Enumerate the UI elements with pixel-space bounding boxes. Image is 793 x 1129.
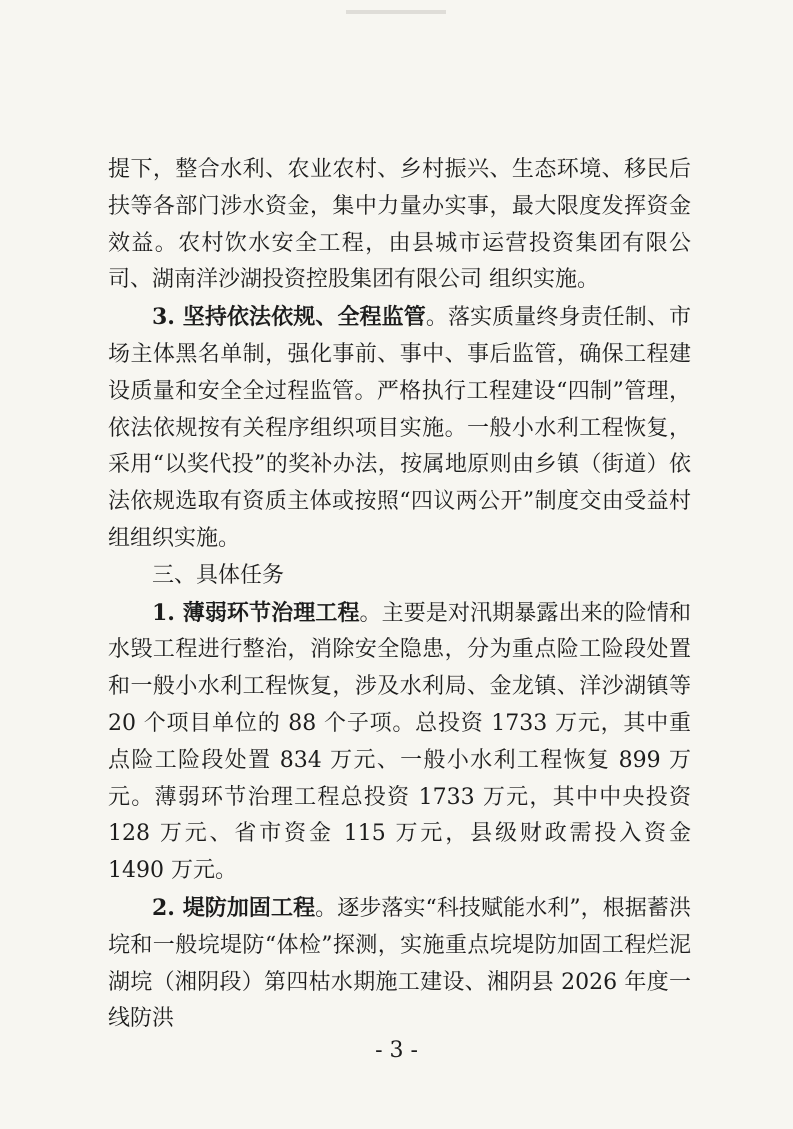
paragraph-2	[108, 299, 691, 558]
page-number: - 3 -	[375, 1038, 418, 1063]
body-text	[108, 152, 691, 1038]
paragraph-2-heading: 3. 坚持依法依规、全程监管	[152, 304, 426, 331]
paragraph-4-body: 。逐步落实“科技赋能水利”，根据蓄洪垸和一般垸堤防“体检”探测，实施重点垸堤防加固工程烂泥湖垸（湘阴段）第四枯水期施工建设、湘阴县 2026 年度一线防洪	[108, 895, 691, 1032]
scan-mark	[346, 10, 446, 14]
paragraph-3	[108, 595, 691, 890]
paragraph-4	[108, 890, 691, 1038]
paragraph-2-body: 。落实质量终身责任制、市场主体黑名单制，强化事前、事中、事后监管，确保工程建设质量和安全全过程监管。严格执行工程建设“四制”管理，依法依规按有关程序组织项目实施。一般小水利工程恢复，采用“以奖代投”的奖补办法，按属地原则由乡镇（街道）依法依规选取有资质主体或按照“四议两公开”制度交由受益村组组织实施。	[108, 305, 691, 551]
paragraph-3-heading: 1. 薄弱环节治理工程	[152, 599, 360, 626]
paragraph-3-body: 。主要是对汛期暴露出来的险情和水毁工程进行整治，消除安全隐患，分为重点险工险段处置和一般小水利工程恢复，涉及水利局、金龙镇、洋沙湖镇等 20 个项目单位的 88 个子项。总投资 1733 万元，其中重点险工险段处置 834 万元、一般小水利工程恢复 899 万元。薄弱环节治理工程总投资 1733 万元，其中中央投资 128 万元、省市资金 115 万元，县级财政需投入资金 1490 万元。	[108, 600, 691, 884]
paragraph-4-heading: 2. 堤防加固工程	[152, 894, 316, 921]
paragraph-1: 提下，整合水利、农业农村、乡村振兴、生态环境、移民后扶等各部门涉水资金，集中力量办实事，最大限度发挥资金效益。农村饮水安全工程，由县城市运营投资集团有限公司、湖南洋沙湖投资控股集团有限公司 组织实施。	[108, 157, 691, 293]
section-title: 三、具体任务	[152, 562, 285, 588]
